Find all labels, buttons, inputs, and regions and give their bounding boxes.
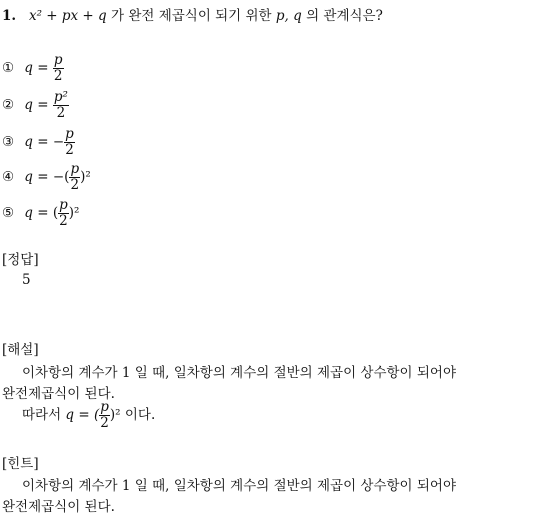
choice-lhs: q = xyxy=(24,97,49,113)
fraction-numerator: p² xyxy=(53,89,68,105)
hint-line-1: 이차항의 계수가 1 일 때, 일차항의 계수의 절반의 제곱이 상수항이 되어야 xyxy=(22,478,456,494)
fraction-numerator: p xyxy=(53,52,63,68)
explanation-text-end: 이다. xyxy=(124,407,156,423)
choice-lhs: q = xyxy=(24,205,49,221)
choice-4[interactable] xyxy=(2,163,91,192)
choice-3[interactable] xyxy=(2,128,75,157)
question-text-end: 의 관계식은? xyxy=(306,8,383,24)
choice-marker: ⑤ xyxy=(2,205,15,221)
choice-lhs: q = xyxy=(24,134,49,150)
question-expression: x² + px + q xyxy=(28,8,107,24)
choice-fraction xyxy=(58,199,69,228)
fraction-numerator: p xyxy=(70,161,80,177)
choice-lhs: q = xyxy=(24,169,49,185)
choice-marker: ② xyxy=(2,97,15,113)
explanation-lhs: q = ( xyxy=(65,407,100,423)
fraction-denominator: 2 xyxy=(100,414,109,431)
choice-prefix: − xyxy=(52,134,65,150)
fraction-numerator: p xyxy=(100,399,109,415)
explanation-text: 따라서 xyxy=(22,407,62,423)
choice-prefix: −( xyxy=(52,169,70,185)
choice-marker: ④ xyxy=(2,169,15,185)
explanation-line-3 xyxy=(22,401,155,430)
choice-fraction xyxy=(53,91,69,120)
choice-prefix: ( xyxy=(52,205,59,221)
explanation-suffix: )² xyxy=(109,407,121,423)
choice-fraction xyxy=(64,128,75,157)
choice-5[interactable] xyxy=(2,199,79,228)
explanation-line-1: 이차항의 계수가 1 일 때, 일차항의 계수의 절반의 제곱이 상수항이 되어야 xyxy=(22,365,456,381)
choice-suffix: )² xyxy=(68,205,80,221)
question-text: 가 완전 제곱식이 되기 위한 xyxy=(110,8,272,24)
explanation-fraction xyxy=(99,401,110,430)
choice-2[interactable] xyxy=(2,91,69,120)
explanation-line-2: 완전제곱식이 된다. xyxy=(2,386,115,402)
fraction-denominator: 2 xyxy=(70,176,80,193)
fraction-numerator: p xyxy=(59,197,68,213)
choice-1[interactable] xyxy=(2,54,64,83)
hint-line-2: 완전제곱식이 된다. xyxy=(2,499,115,515)
fraction-numerator: p xyxy=(65,126,74,142)
choice-lhs: q = xyxy=(24,60,49,76)
question-line xyxy=(2,4,383,24)
question-vars: p, q xyxy=(275,8,302,24)
hint-label: [힌트] xyxy=(2,456,39,472)
explanation-label: [해설] xyxy=(2,342,39,358)
choice-fraction xyxy=(69,163,80,192)
choice-suffix: )² xyxy=(80,169,91,185)
choice-marker: ③ xyxy=(2,134,15,150)
question-number: 1. xyxy=(2,8,17,24)
choice-marker: ① xyxy=(2,60,15,76)
fraction-denominator: 2 xyxy=(59,212,68,229)
choice-fraction xyxy=(53,54,64,83)
fraction-denominator: 2 xyxy=(65,141,74,158)
answer-value: 5 xyxy=(22,272,31,288)
fraction-denominator: 2 xyxy=(56,104,66,121)
fraction-denominator: 2 xyxy=(53,67,63,84)
answer-label: [정답] xyxy=(2,252,39,268)
